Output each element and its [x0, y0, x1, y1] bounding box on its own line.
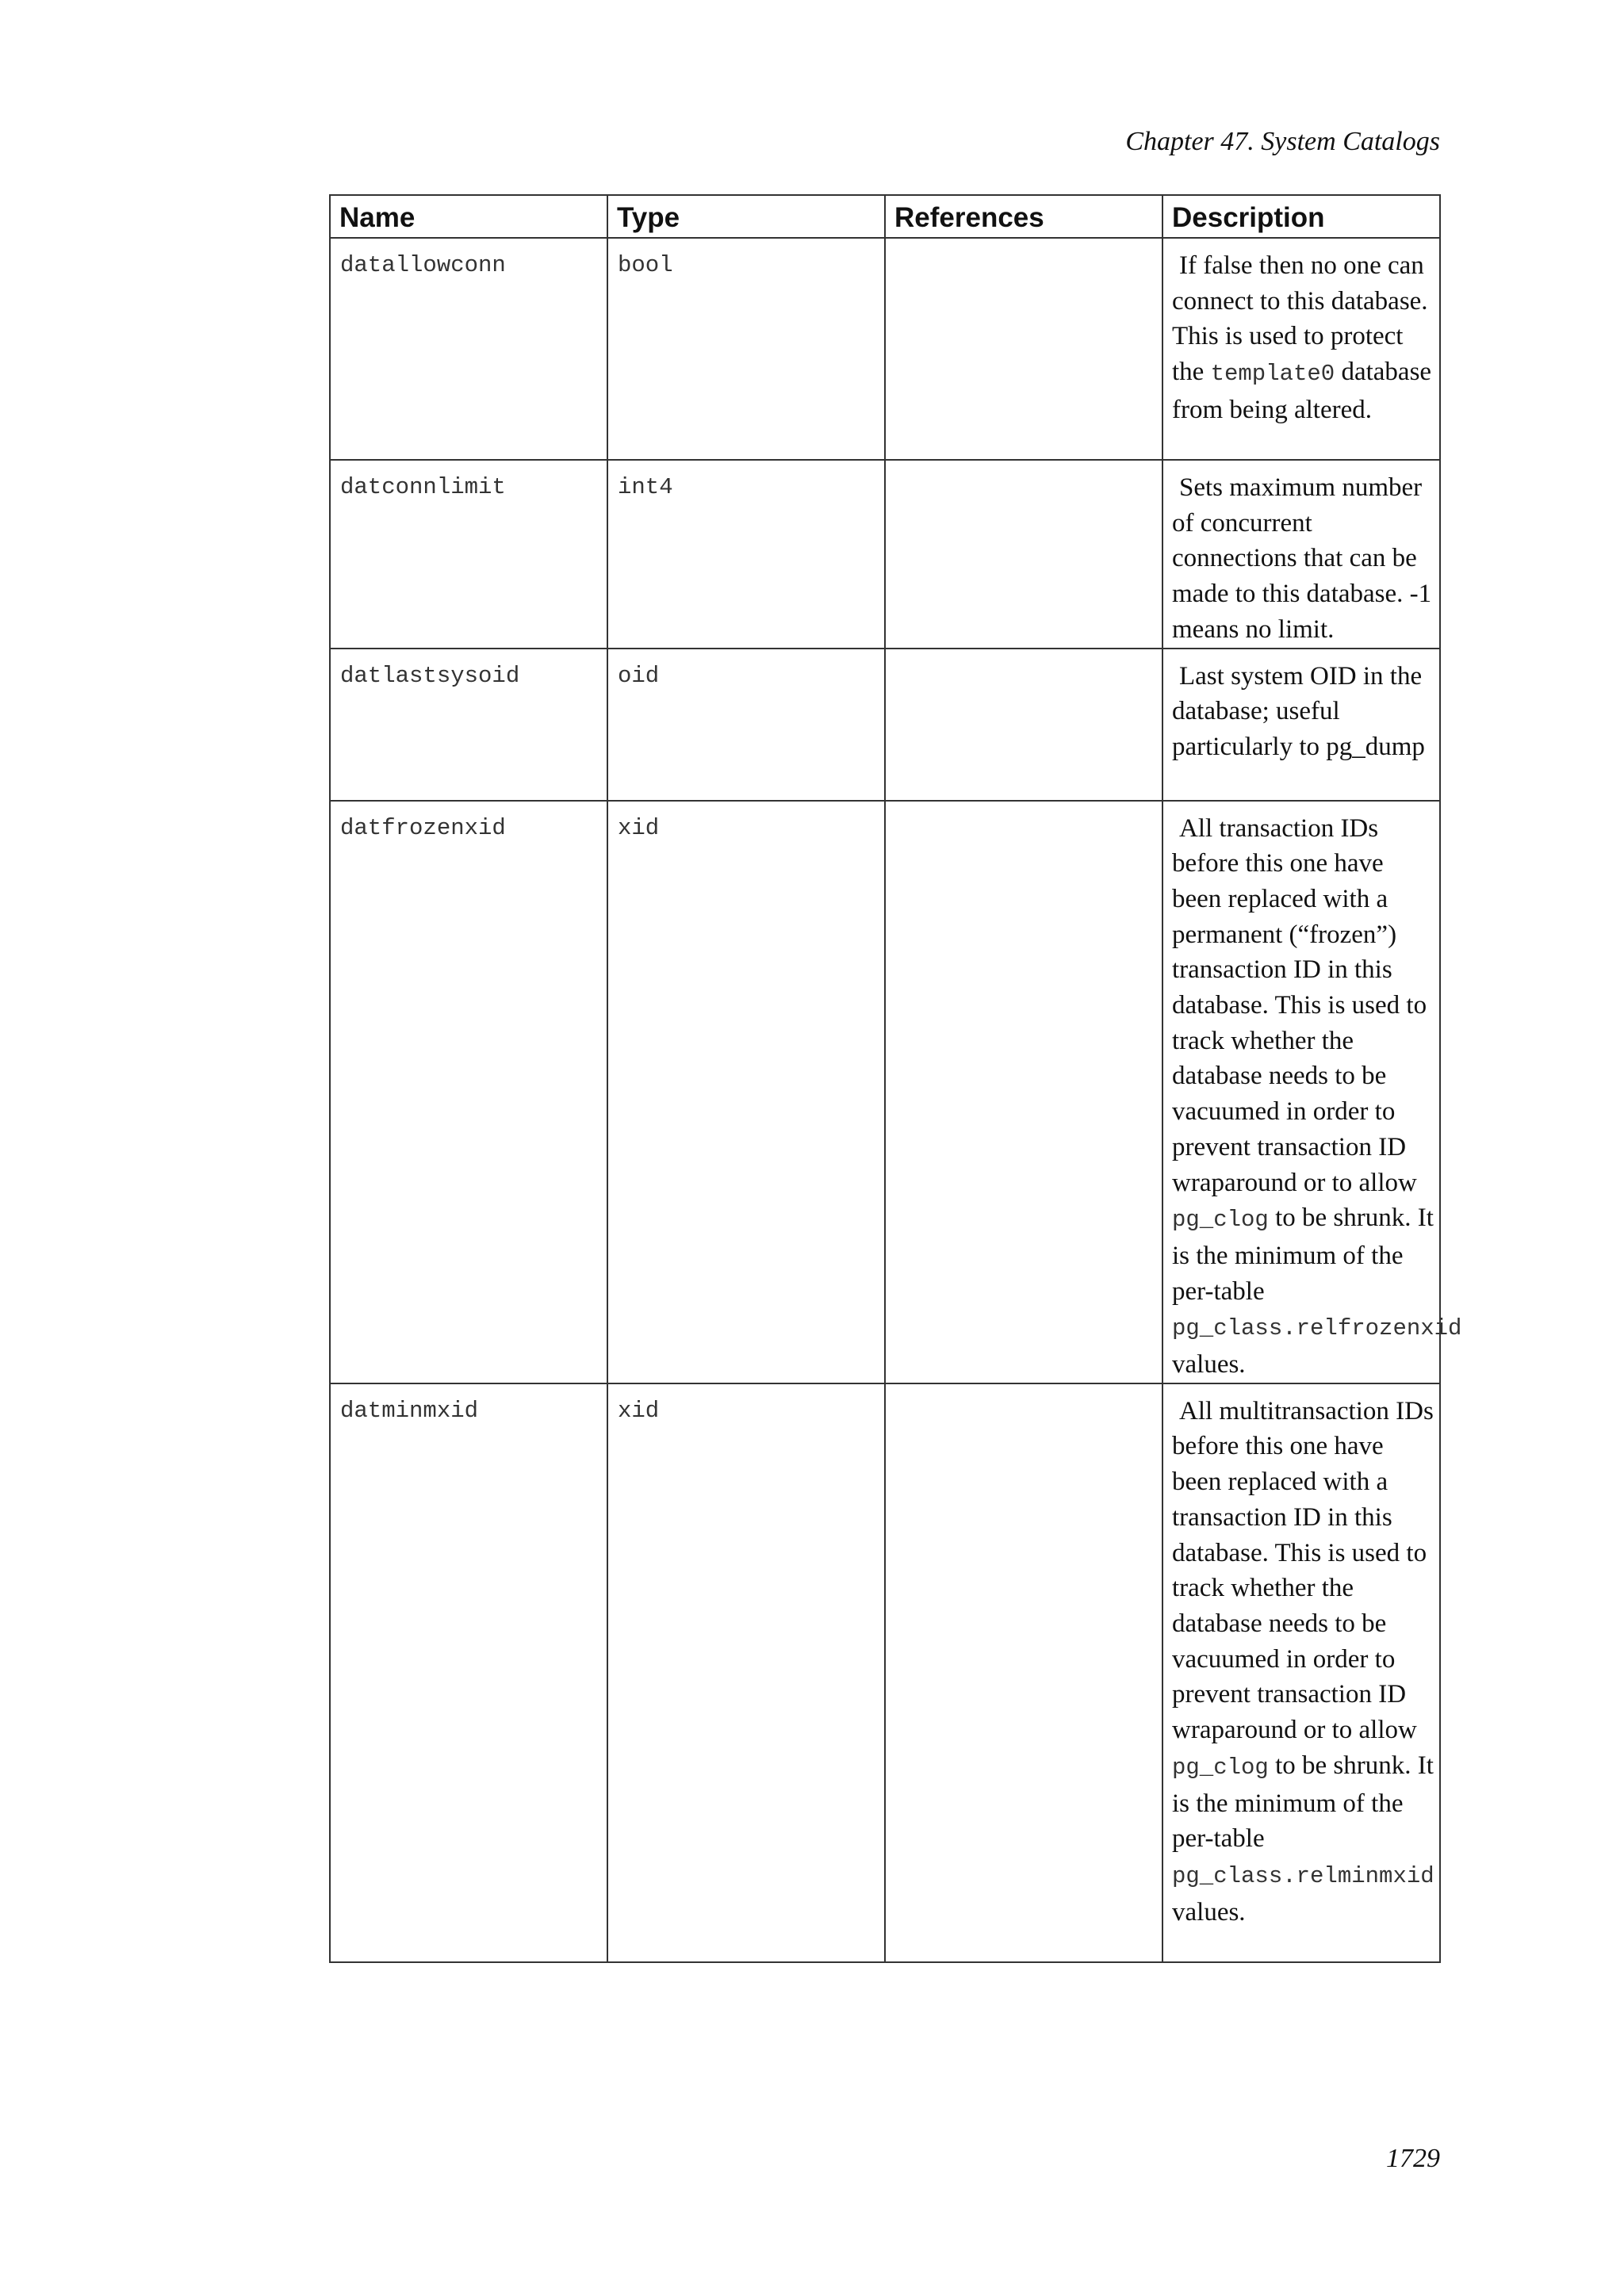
table-row [330, 238, 1440, 460]
table-row [330, 1383, 1440, 1962]
description-text [1172, 811, 1462, 1383]
description-text-part: to be shrunk. It is the minimum of the per-table [1172, 1751, 1434, 1854]
cell-references [885, 1383, 1162, 1962]
running-header: Chapter 47. System Catalogs [1125, 127, 1440, 156]
inline-code: pg_class.relminmxid [1172, 1862, 1434, 1889]
cell-description [1162, 1383, 1440, 1962]
description-text-part: All transaction IDs before this one have been replaced with a permanent (“frozen”) transaction ID in this database. This is used to track whether the database needs to be vacuumed in order to prevent transaction ID wraparound or to allow [1172, 813, 1427, 1197]
description-text-part: values. [1172, 1897, 1246, 1927]
cell-references [885, 460, 1162, 649]
inline-code: pg_clog [1172, 1207, 1269, 1234]
catalog-table [329, 194, 1462, 1963]
column-header-references: References [885, 195, 1162, 238]
inline-code: pg_class.relfrozenxid [1172, 1315, 1462, 1342]
cell-name: datfrozenxid [330, 801, 607, 1383]
table-row [330, 649, 1440, 801]
description-text-part: All multitransaction IDs before this one have been replaced with a transaction ID in this database. This is used to track whether the database needs to be vacuumed in order to prevent transaction ID wraparound or to allow [1172, 1396, 1434, 1745]
column-header-description: Description [1162, 195, 1440, 238]
table-row [330, 801, 1440, 1383]
cell-type: xid [607, 1383, 885, 1962]
cell-name: datconnlimit [330, 460, 607, 649]
description-text-part: to be shrunk. It is the minimum of the per-table [1172, 1203, 1434, 1306]
cell-type: xid [607, 801, 885, 1383]
table-header [330, 195, 1440, 238]
cell-name: datlastsysoid [330, 649, 607, 801]
cell-description [1162, 460, 1440, 649]
description-text-part: values. [1172, 1350, 1246, 1380]
inline-code: template0 [1210, 361, 1335, 388]
inline-code: pg_clog [1172, 1754, 1269, 1781]
cell-name: datallowconn [330, 238, 607, 460]
column-header-type: Type [607, 195, 885, 238]
cell-references [885, 238, 1162, 460]
cell-references [885, 649, 1162, 801]
cell-description [1162, 238, 1440, 460]
description-text-part: If false then no one can connect to this database. This is used to protect the [1172, 251, 1428, 387]
table-body [330, 238, 1462, 1962]
description-text: Last system OID in the database; useful particularly to pg_dump [1172, 661, 1425, 761]
cell-name: datminmxid [330, 1383, 607, 1962]
description-text [1172, 248, 1435, 428]
header-row [330, 195, 1440, 238]
cell-type: oid [607, 649, 885, 801]
cell-references [885, 801, 1162, 1383]
description-text-part: database from being altered. [1172, 358, 1432, 424]
cell-type: int4 [607, 460, 885, 649]
cell-description [1162, 649, 1440, 801]
page-number: 1729 [1386, 2144, 1440, 2173]
cell-description [1162, 801, 1462, 1383]
cell-type: bool [607, 238, 885, 460]
description-text: Sets maximum number of concurrent connections that can be made to this database. -1 means no limit. [1172, 473, 1432, 644]
table-row [330, 460, 1440, 649]
description-text [1172, 1394, 1435, 1931]
column-header-name: Name [330, 195, 607, 238]
